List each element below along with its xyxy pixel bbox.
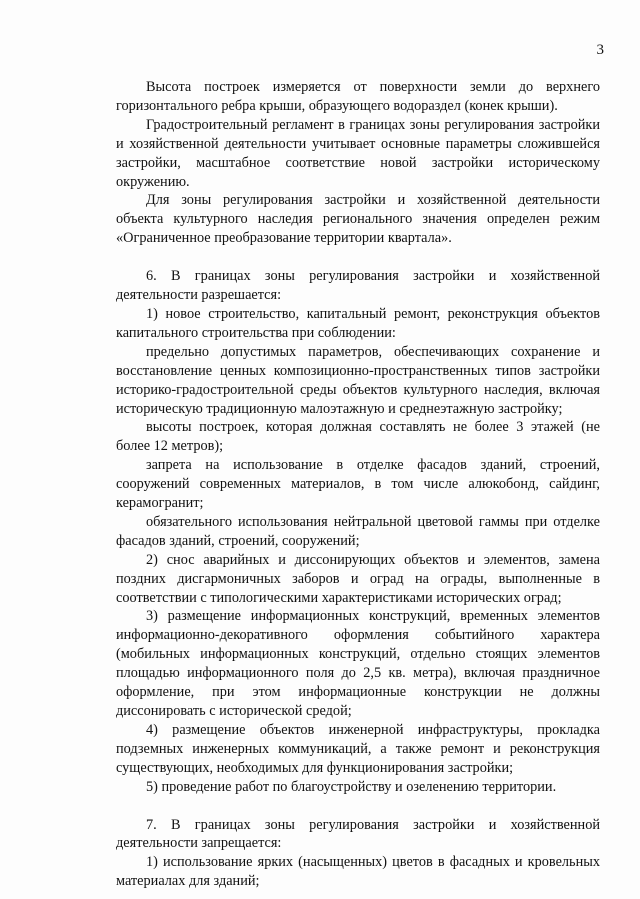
section-6-item-5: 5) проведение работ по благоустройству и озеленению территории. <box>146 778 557 795</box>
document-body <box>116 78 600 891</box>
section-6-item-4: 4) размещение объектов инженерной инфраструктуры, прокладка подземных инженерных коммуникаций, а также ремонт и реконструкция существующих, необходимых для функционирования застройки; <box>116 721 600 776</box>
paragraph-regulation-parameters: Градостроительный регламент в границах зоны регулирования застройки и хозяйственной деятельности учитывает основные параметры сложившейся застройки, масштабное соответствие новой застройки историческому окружению. <box>116 116 600 190</box>
section-6-item-3: 3) размещение информационных конструкций, временных элементов информационно-декоративного оформления событийного характера (мобильных информационных конструкций, отдельно стоящих элементов площадью информационного поля до 2,5 кв. метра), включая праздничное оформление, при этом информационные конструкции не должны диссонировать с исторической средой; <box>116 608 600 719</box>
section-6-item-1-height: высоты построек, которая должная составлять не более 3 этажей (не более 12 метров); <box>116 419 600 455</box>
section-6-item-1: 1) новое строительство, капитальный ремонт, реконструкция объектов капитального строительства при соблюдении: <box>116 305 600 341</box>
section-6-heading: 6. В границах зоны регулирования застройки и хозяйственной деятельности разрешается: <box>116 268 600 304</box>
section-6-item-1-materials-ban: запрета на использование в отделке фасадов зданий, строений, сооружений современных материалов, в том числе алюкобонд, сайдинг, керамогранит; <box>116 457 600 512</box>
section-7-item-1: 1) использование ярких (насыщенных) цветов в фасадных и кровельных материалах для зданий; <box>116 854 600 890</box>
section-6-item-1-color-scheme: обязательного использования нейтральной цветовой гаммы при отделке фасадов зданий, строений, сооружений; <box>116 513 600 549</box>
section-7-heading: 7. В границах зоны регулирования застройки и хозяйственной деятельности запрещается: <box>116 816 600 852</box>
paragraph-regime: Для зоны регулирования застройки и хозяйственной деятельности объекта культурного наследия регионального значения определен режим «Ограниченное преобразование территории квартала». <box>116 192 600 247</box>
section-6-item-2: 2) снос аварийных и диссонирующих объектов и элементов, замена поздних дисгармоничных заборов и оград на ограды, выполненные в соответствии с типологическими характеристиками исторических оград; <box>116 551 600 606</box>
page-number: 3 <box>596 42 604 58</box>
section-6-item-1-parameters: предельно допустимых параметров, обеспечивающих сохранение и восстановление ценных композиционно-пространственных типов застройки историко-градостроительной среды объектов культурного наследия, включая историческую традиционную малоэтажную и среднеэтажную застройку; <box>116 343 600 417</box>
paragraph-height-measurement: Высота построек измеряется от поверхности земли до верхнего горизонтального ребра крыши, образующего водораздел (конек крыши). <box>116 79 600 114</box>
